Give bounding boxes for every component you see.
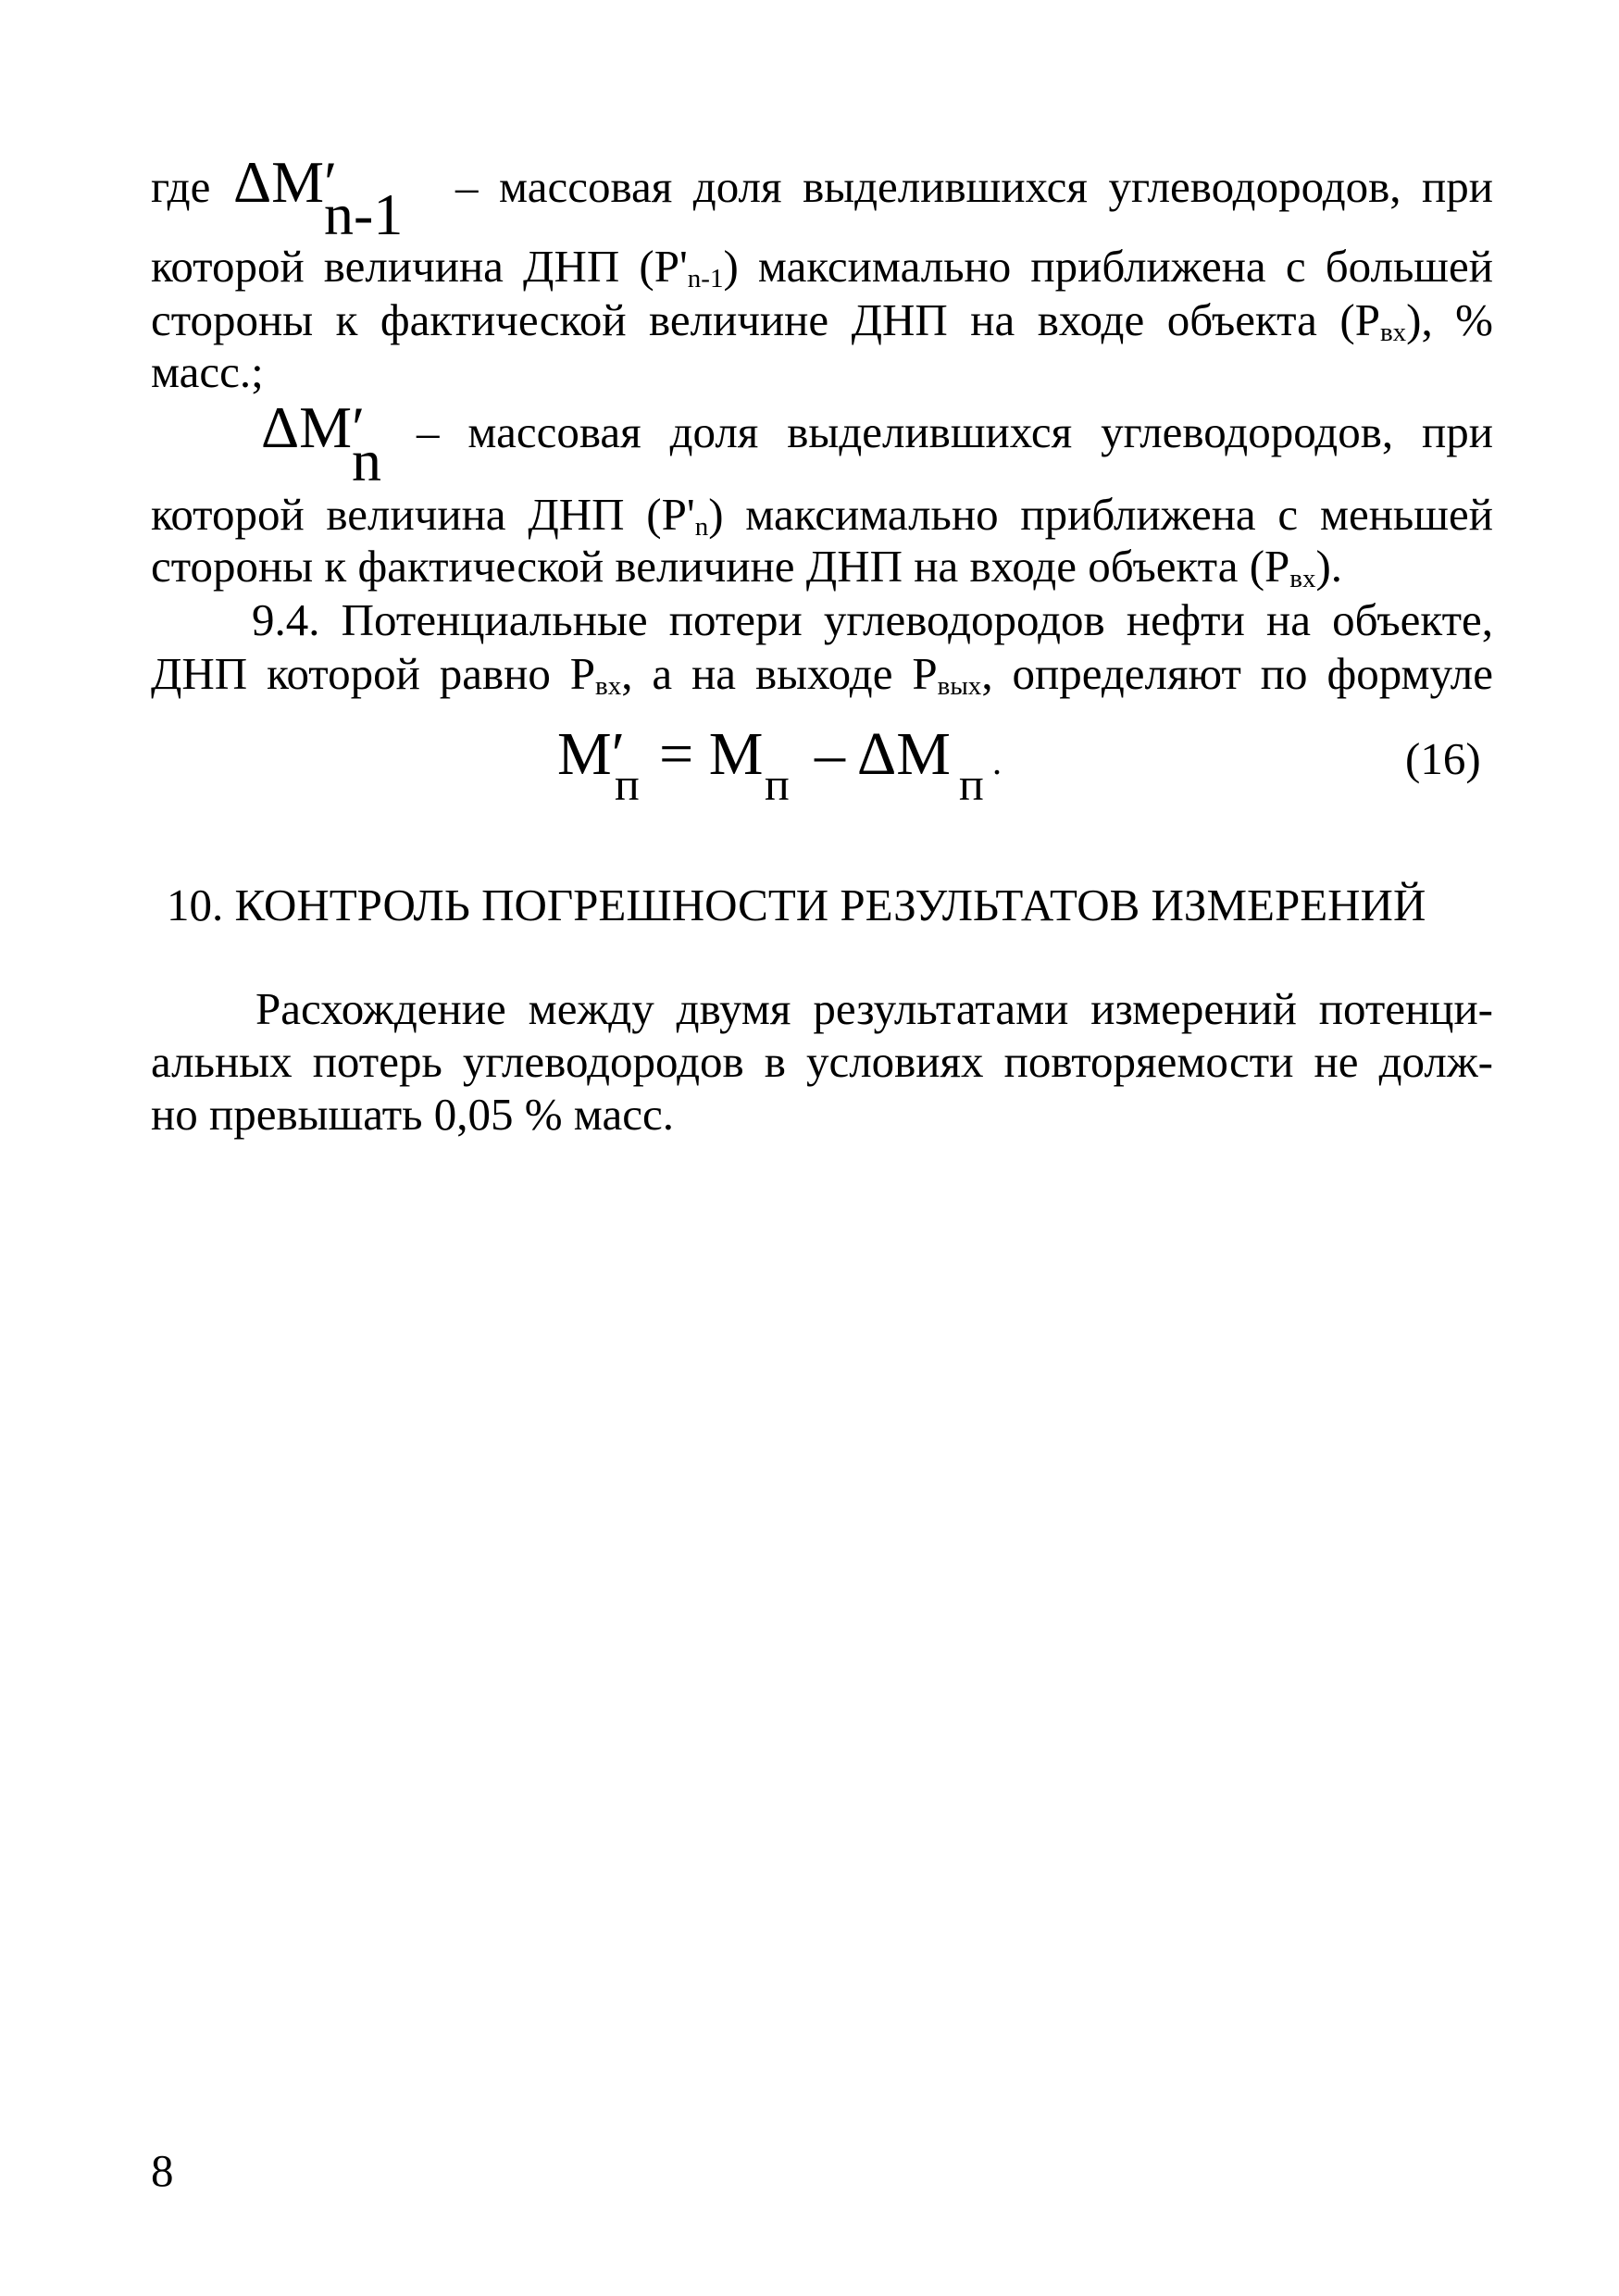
section-10-line2: альных потерь углеводородов в условиях повторяемости не долж-: [151, 1036, 1493, 1087]
def1-line2: которой величина ДНП $(P'_{n-1})$ максимально приближена с большей: [151, 241, 1493, 293]
equation-number: (16): [1405, 733, 1481, 784]
delta-m-prime-symbol: ΔM′: [233, 149, 338, 215]
delta-m-prime-symbol-2: ΔM′: [261, 394, 366, 460]
delta-m-subscript-2: n: [352, 428, 381, 493]
def1-line3: стороны к фактической величине ДНП на входе объекта $(P_{вх})$, %: [151, 294, 1494, 347]
para-9-4-line2: ДНП которой равно $P_{вх}$, а на выходе $P_{вых}$, определяют по формуле: [151, 648, 1494, 701]
where-word: где: [151, 161, 211, 212]
page-number: 8: [151, 2145, 174, 2196]
formula-lhs-subscript: п: [615, 758, 640, 810]
formula-dot: .: [992, 741, 1002, 782]
delta-m-subscript: n-1: [324, 181, 404, 247]
def1-line1: – массовая доля выделившихся углеводородов, при: [455, 161, 1493, 212]
formula-rhs2-subscript: п: [959, 758, 984, 810]
section-10-heading: 10. КОНТРОЛЬ ПОГРЕШНОСТИ РЕЗУЛЬТАТОВ ИЗМЕРЕНИЙ: [167, 880, 1426, 930]
def1-line4: масс.;: [151, 346, 264, 397]
formula-lhs: M′: [557, 720, 626, 788]
def2-line2: которой величина ДНП $(P'_n)$ максимально приближена с меньшей: [151, 489, 1493, 542]
formula-eq-m: = M: [659, 720, 764, 788]
def2-line1: – массовая доля выделившихся углеводородов, при: [417, 406, 1493, 457]
section-10-line1: Расхождение между двумя результатами измерений потенци-: [255, 983, 1493, 1034]
section-10-line3: но превышать 0,05 % масс.: [151, 1089, 674, 1140]
para-9-4-line1: 9.4. Потенциальные потери углеводородов нефти на объекте,: [252, 594, 1493, 645]
formula-minus-delta-m: – ΔM: [815, 720, 951, 788]
def2-line3: стороны к фактической величине ДНП на входе объекта $(P_{вх})$.: [151, 541, 1343, 593]
formula-rhs1-subscript: п: [765, 758, 790, 810]
